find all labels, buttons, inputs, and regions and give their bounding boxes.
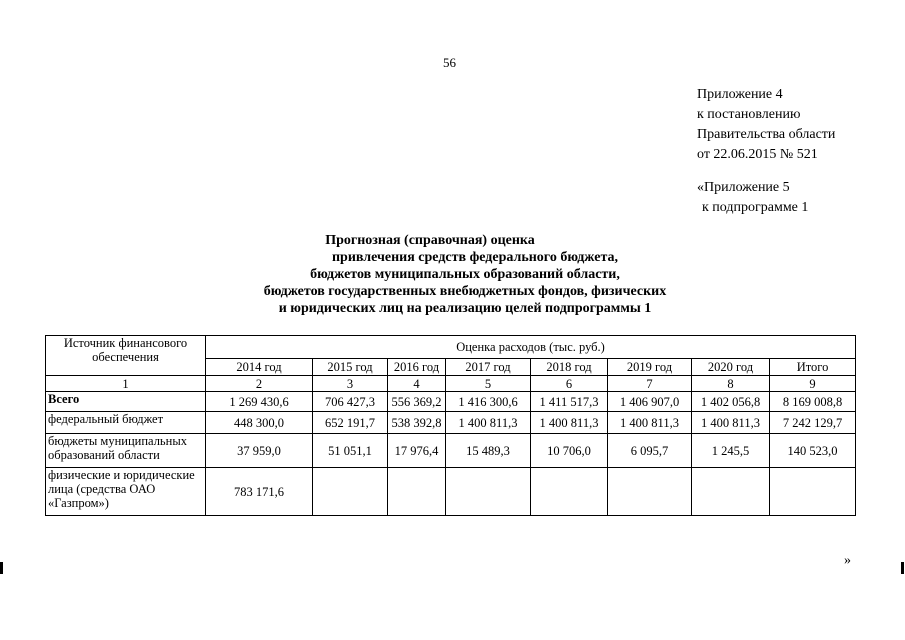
appendix-line: к постановлению (697, 107, 801, 122)
table-cell: 706 427,3 (313, 392, 388, 412)
document-title (230, 232, 700, 317)
table-cell: 1 400 811,3 (531, 412, 608, 434)
column-number: 2 (206, 376, 313, 392)
year-header: 2014 год (206, 359, 313, 376)
table-cell (531, 468, 608, 516)
table-cell (313, 468, 388, 516)
row-label: бюджеты муниципальных образований области (46, 434, 206, 468)
table-cell: 140 523,0 (770, 434, 856, 468)
year-header: Итого (770, 359, 856, 376)
table-cell: 17 976,4 (388, 434, 446, 468)
column-number: 7 (608, 376, 692, 392)
title-line: бюджетов государственных внебюджетных фондов, физических (263, 284, 667, 299)
table-row (46, 412, 856, 434)
table-cell: 556 369,2 (388, 392, 446, 412)
table-cell: 1 269 430,6 (206, 392, 313, 412)
table-cell: 1 400 811,3 (692, 412, 770, 434)
title-line: бюджетов муниципальных образований области, (310, 267, 620, 282)
table-cell: 652 191,7 (313, 412, 388, 434)
right-edge-mark (901, 562, 904, 574)
table-cell: 1 411 517,3 (531, 392, 608, 412)
column-number: 4 (388, 376, 446, 392)
appendix-header (697, 85, 835, 165)
column-number: 3 (313, 376, 388, 392)
year-header: 2020 год (692, 359, 770, 376)
year-header: 2015 год (313, 359, 388, 376)
page-number: 56 (443, 55, 456, 70)
table-cell (446, 468, 531, 516)
appendix-sub-line: к подпрограмме 1 (702, 200, 809, 215)
row-label: физические и юридические лица (средства ОАО «Газпром») (46, 468, 206, 516)
source-header: Источник финансового обеспечения (46, 336, 206, 376)
table-cell: 6 095,7 (608, 434, 692, 468)
year-header: 2016 год (388, 359, 446, 376)
appendix-line: от 22.06.2015 № 521 (697, 147, 818, 162)
table-cell: 1 400 811,3 (608, 412, 692, 434)
column-number: 8 (692, 376, 770, 392)
table-cell: 1 406 907,0 (608, 392, 692, 412)
table-cell: 8 169 008,8 (770, 392, 856, 412)
row-label: федеральный бюджет (46, 412, 206, 434)
title-line: привлечения средств федерального бюджета, (331, 250, 619, 265)
closing-quote: » (844, 553, 851, 568)
table-row (46, 434, 856, 468)
left-edge-mark (0, 562, 3, 574)
table-cell: 15 489,3 (446, 434, 531, 468)
appendix-sub-header (697, 178, 808, 218)
table-cell (692, 468, 770, 516)
appendix-sub-line: «Приложение 5 (697, 180, 790, 195)
year-header: 2017 год (446, 359, 531, 376)
table-cell (388, 468, 446, 516)
title-line: Прогнозная (справочная) оценка (325, 233, 535, 248)
table-cell: 7 242 129,7 (770, 412, 856, 434)
year-header: 2019 год (608, 359, 692, 376)
table-row (46, 392, 856, 412)
year-header: 2018 год (531, 359, 608, 376)
table-cell: 783 171,6 (206, 468, 313, 516)
table-cell: 1 402 056,8 (692, 392, 770, 412)
column-number: 5 (446, 376, 531, 392)
column-number: 6 (531, 376, 608, 392)
table-cell: 51 051,1 (313, 434, 388, 468)
table-cell: 1 400 811,3 (446, 412, 531, 434)
appendix-line: Правительства области (697, 127, 836, 142)
table-cell: 1 245,5 (692, 434, 770, 468)
table-cell: 10 706,0 (531, 434, 608, 468)
table-cell (770, 468, 856, 516)
column-number: 9 (770, 376, 856, 392)
column-number: 1 (46, 376, 206, 392)
appendix-line: Приложение 4 (697, 87, 783, 102)
title-line: и юридических лиц на реализацию целей подпрограммы 1 (278, 301, 652, 316)
table-cell: 448 300,0 (206, 412, 313, 434)
table-cell: 37 959,0 (206, 434, 313, 468)
financing-table (45, 335, 856, 516)
estimate-header: Оценка расходов (тыс. руб.) (206, 336, 856, 359)
table-cell (608, 468, 692, 516)
table-cell: 538 392,8 (388, 412, 446, 434)
row-label: Всего (46, 392, 206, 412)
table-row (46, 468, 856, 516)
table-cell: 1 416 300,6 (446, 392, 531, 412)
